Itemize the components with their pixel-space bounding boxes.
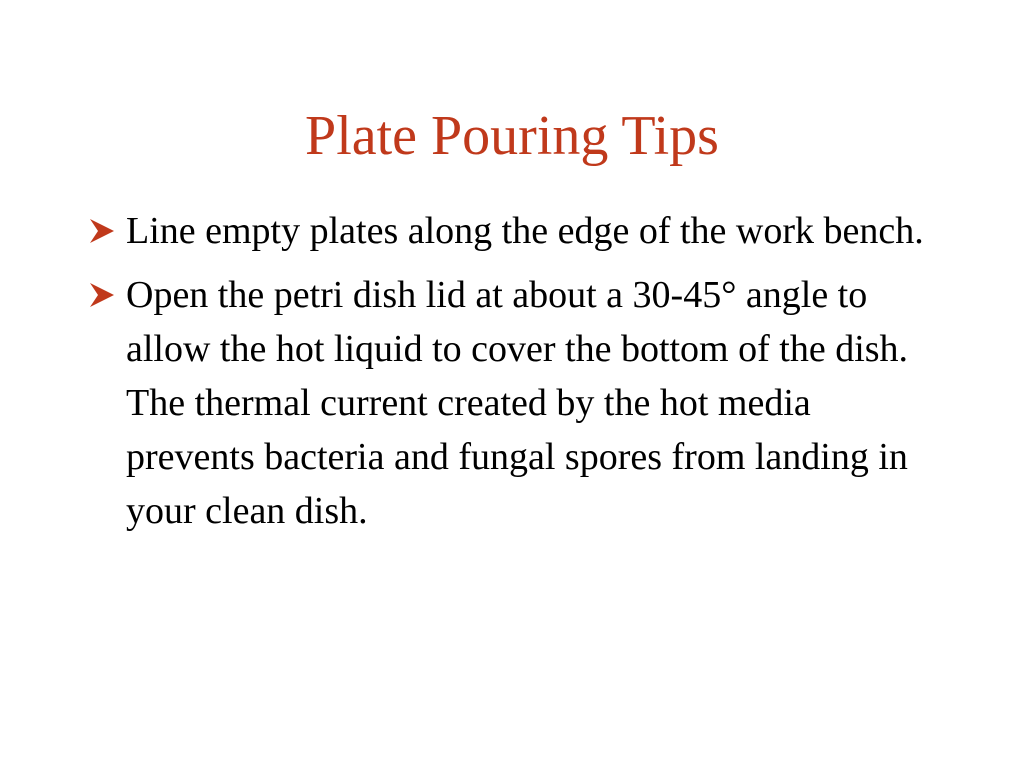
bullet-text: Open the petri dish lid at about a 30-45° angle to allow the hot liquid to cover the bottom of the dish. The thermal current created by the hot media prevents bacteria and fungal spores from landing in your clean dish. [126, 274, 909, 532]
bullet-text: Line empty plates along the edge of the work bench. [126, 210, 924, 252]
bullet-item [88, 268, 928, 538]
slide-title: Plate Pouring Tips [305, 105, 719, 167]
chevron-right-icon [88, 282, 118, 308]
chevron-right-icon [88, 218, 118, 244]
bullet-list [88, 204, 928, 548]
bullet-item [88, 204, 928, 258]
